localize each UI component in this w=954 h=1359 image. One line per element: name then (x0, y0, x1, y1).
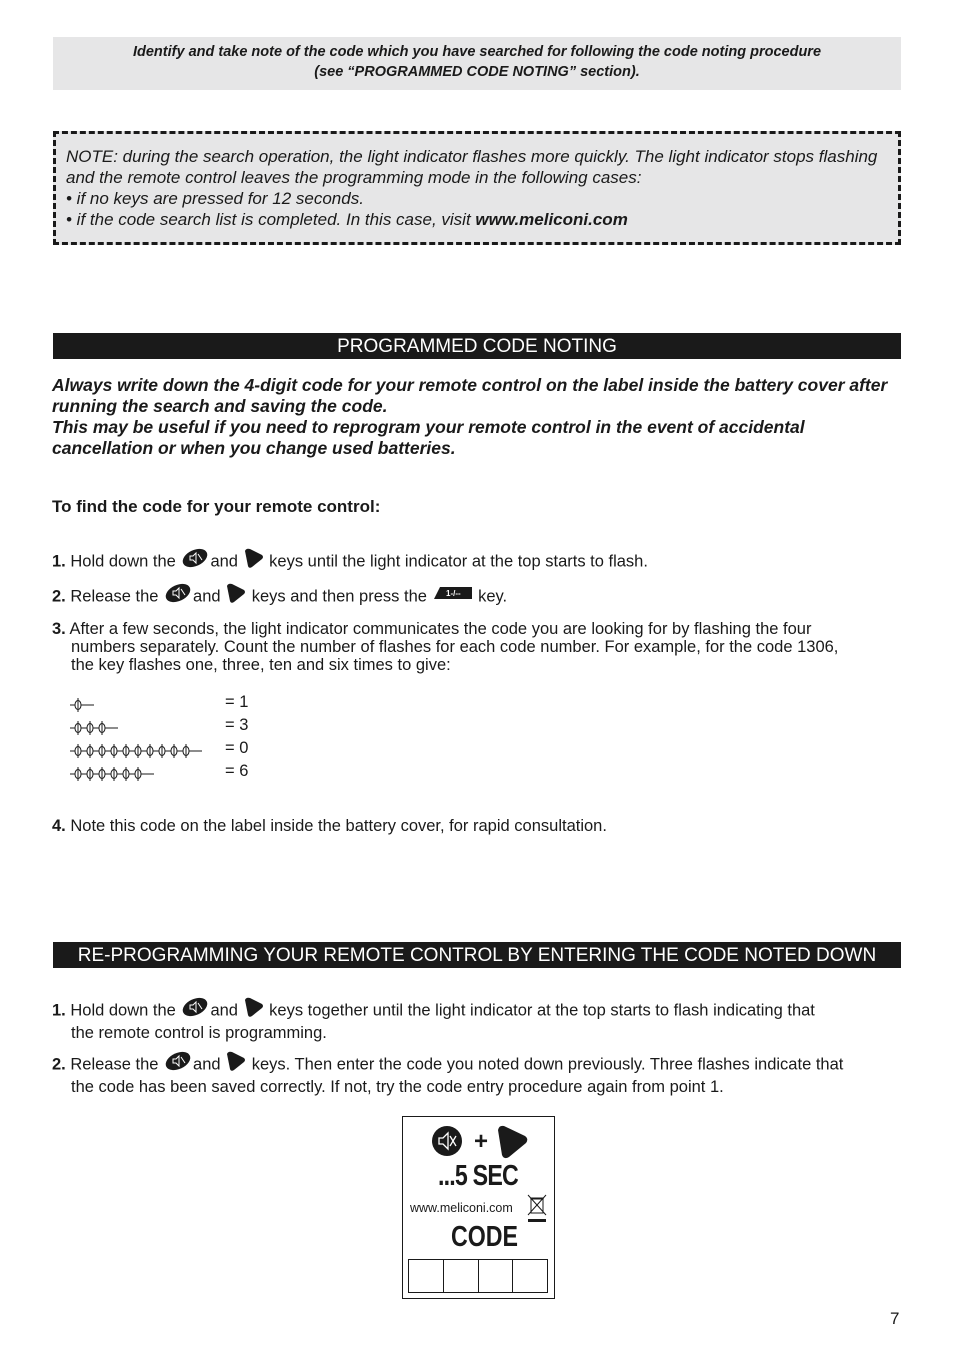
note-text: NOTE: during the search operation, the light indicator flashes more quickly. The light indicator stops flashing and the remote control leaves the programming mode in the following cases: (66, 147, 878, 187)
intro-line-2: (see “PROGRAMMED CODE NOTING” section). (314, 64, 640, 80)
step-text-line-2: numbers separately. Count the number of flashes for each code number. For example, for the code 1306, (71, 638, 839, 656)
flash-digit-value: = 1 (225, 693, 249, 711)
code-label: CODE (451, 1221, 519, 1253)
flash-sequence (70, 718, 118, 738)
code-cell (479, 1260, 514, 1292)
mute-key-icon (163, 583, 193, 607)
reprogram-step-1 (52, 998, 904, 1042)
flash-sequence (70, 764, 154, 784)
step-text-line-3: the key flashes one, three, ten and six times to give: (71, 656, 451, 674)
step-1 (52, 549, 904, 575)
arrow-key-icon (225, 582, 247, 608)
flash-sequence (70, 695, 94, 715)
step-text-and: and (210, 1001, 243, 1020)
step-4 (52, 817, 904, 835)
code-cell (409, 1260, 444, 1292)
intro-line-1: Identify and take note of the code which you have searched for following the code noting procedure (132, 44, 822, 60)
mute-key-icon (180, 548, 210, 572)
step-text: Release the (70, 1055, 164, 1074)
step-text-end: keys until the light indicator at the top starts to flash. (269, 552, 648, 571)
step-3 (52, 620, 904, 674)
one-dash-key-icon (432, 585, 474, 605)
step-text-end: keys. Then enter the code you noted down previously. Three flashes indicate that (251, 1055, 844, 1074)
code-cell (513, 1260, 547, 1292)
reprogram-step-2 (52, 1052, 904, 1096)
step-text: Release the (70, 587, 164, 606)
note-bullet-1: • if no keys are pressed for 12 seconds. (66, 189, 364, 208)
step-2 (52, 584, 904, 610)
flash-digit-value: = 6 (225, 762, 249, 780)
plus-sign: + (474, 1128, 489, 1155)
step-text: Hold down the (70, 1001, 181, 1020)
step-text-and: and (193, 1055, 226, 1074)
mute-key-icon (163, 1051, 193, 1075)
step-text-line-2: the remote control is programming. (71, 1024, 327, 1042)
flash-row (70, 695, 94, 715)
flash-digit-value: = 3 (225, 716, 249, 734)
arrow-key-icon (496, 1124, 530, 1165)
flash-row (70, 718, 118, 738)
arrow-key-icon (243, 996, 265, 1022)
step-number: 1. (52, 1001, 66, 1020)
website-url: www.meliconi.com (410, 1201, 513, 1215)
step-text-end: key. (478, 587, 508, 606)
step-text: Note this code on the label inside the battery cover, for rapid consultation. (70, 817, 607, 835)
step-number: 2. (52, 587, 66, 606)
note-bullet-2 (66, 209, 888, 230)
step-text-line-2: the code has been saved correctly. If not, try the code entry procedure again from point 1. (71, 1078, 724, 1096)
flash-digit-value: = 0 (225, 739, 249, 757)
weee-bin-icon (526, 1193, 548, 1228)
one-dash-key-label: 1-/-- (445, 589, 461, 598)
meliconi-link[interactable]: www.meliconi.com (475, 210, 628, 229)
step-text-line-1: After a few seconds, the light indicator communicates the code you are looking for by flashing the four (69, 620, 812, 638)
note-box (53, 131, 901, 245)
code-entry-cells (408, 1259, 548, 1293)
mute-key-icon (431, 1125, 463, 1162)
step-number: 1. (52, 552, 66, 571)
step-text-and: and (210, 552, 243, 571)
lead-paragraph-1: Always write down the 4-digit code for your remote control on the label inside the battery cover after running the search and saving the code. (52, 375, 888, 416)
flash-row (70, 741, 202, 761)
step-text-mid: keys and then press the (251, 587, 432, 606)
step-number: 3. (52, 620, 66, 638)
section-title-reprogramming: RE-PROGRAMMING YOUR REMOTE CONTROL BY ENTERING THE CODE NOTED DOWN (53, 942, 901, 968)
step-text-and: and (193, 587, 226, 606)
flash-row (70, 764, 154, 784)
subheading-find-code: To find the code for your remote control: (52, 497, 381, 516)
arrow-key-icon (225, 1050, 247, 1076)
lead-paragraph-2: This may be useful if you need to reprogram your remote control in the event of accidental cancellation or when you change used batteries. (52, 417, 805, 458)
note-bullet-2-text: • if the code search list is completed. In this case, visit (66, 210, 476, 229)
flash-sequence (70, 741, 202, 761)
section-title-programmed-code-noting: PROGRAMMED CODE NOTING (53, 333, 901, 359)
arrow-key-icon (243, 547, 265, 573)
timer-label: ...5 SEC (438, 1160, 518, 1192)
step-text: Hold down the (70, 552, 181, 571)
step-text-end: keys together until the light indicator at the top starts to flash indicating that (269, 1001, 815, 1020)
step-number: 2. (52, 1055, 66, 1074)
mute-key-icon (180, 997, 210, 1021)
page-number: 7 (890, 1309, 900, 1328)
step-number: 4. (52, 817, 66, 835)
code-cell (444, 1260, 479, 1292)
intro-note (53, 37, 901, 90)
